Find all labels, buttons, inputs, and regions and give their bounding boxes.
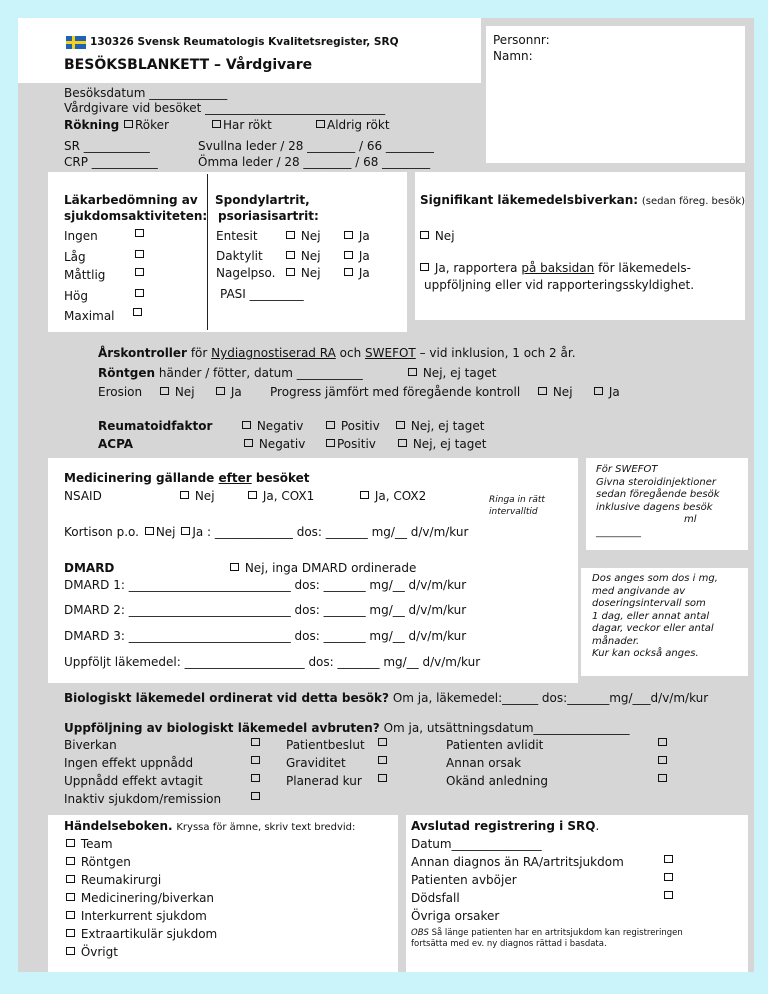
checkbox-icon[interactable] [66,947,75,955]
checkbox-icon[interactable] [344,268,353,276]
checkbox-icon[interactable] [66,875,75,883]
adverse-nej-option[interactable]: Nej [418,228,455,244]
nsaid-label: NSAID [64,489,102,503]
smoking-option-roker[interactable]: Röker [122,117,169,133]
stop-reason-label: Biverkan [64,738,117,752]
checkbox-icon[interactable] [251,774,260,782]
checkbox-icon[interactable] [658,756,667,764]
stop-reason-label: Patientbeslut [286,738,365,752]
checkbox-icon[interactable] [180,491,189,499]
spa-ja-option[interactable]: Ja [342,228,370,244]
smoking-option-har-rokt[interactable]: Har rökt [210,117,272,133]
personnr-label[interactable]: Personnr: [493,33,550,47]
erosion-label: Erosion [98,385,143,399]
checkbox-icon[interactable] [420,231,429,239]
checkbox-icon[interactable] [360,491,369,499]
swedish-flag-icon [66,34,86,47]
checkbox-icon[interactable] [66,893,75,901]
checkbox-icon[interactable] [135,250,144,258]
activity-option: Ingen [64,229,98,243]
acpa-negativ-option[interactable]: Negativ [242,436,305,452]
checkbox-icon[interactable] [66,857,75,865]
stop-reason-label: Ingen effekt uppnådd [64,756,194,770]
checkbox-icon[interactable] [135,268,144,276]
interval-hint-2: intervalltid [489,507,538,517]
visit-date-field[interactable]: Besöksdatum _____________ [64,86,228,100]
event-log-item[interactable]: Team [64,836,113,852]
adverse-effect-title: Signifikant läkemedelsbiverkan: (sedan föreg. besök) [420,193,746,207]
nsaid-nej-option[interactable]: Nej [178,488,215,504]
checkbox-icon[interactable] [216,387,225,395]
spa-ja-option[interactable]: Ja [342,248,370,264]
activity-option: Maximal [64,309,115,323]
swollen-joints-field[interactable]: Svullna leder / 28 ________ / 66 ________ [198,139,434,153]
smoking-label: Rökning [64,118,120,132]
checkbox-icon[interactable] [66,929,75,937]
checkbox-icon[interactable] [251,792,260,800]
checkbox-icon[interactable] [66,839,75,847]
checkbox-icon[interactable] [326,421,335,429]
checkbox-icon[interactable] [124,120,133,128]
medication-title: Medicinering gällande efter besöket [64,471,310,485]
checkbox-icon[interactable] [664,855,673,863]
rheumatoid-factor-label: Reumatoidfaktor [98,419,213,433]
end-registration-title: Avslutad registrering i SRQ. [411,819,600,833]
cortisone-field[interactable]: Kortison p.o. Nej Ja : _____________ dos: _______ mg/__ d/v/m/kur [64,525,469,539]
event-log-item[interactable]: Övrigt [64,944,118,960]
pasi-field[interactable]: PASI _________ [220,287,304,301]
checkbox-icon[interactable] [658,738,667,746]
checkbox-icon[interactable] [378,774,387,782]
dmard-title: DMARD [64,561,115,575]
progress-label: Progress jämfört med föregående kontroll [270,385,521,399]
spondylarthritis-title-2: psoriasisartrit: [218,209,319,223]
checkbox-icon[interactable] [420,263,429,271]
checkbox-icon[interactable] [316,120,325,128]
checkbox-icon[interactable] [286,268,295,276]
stop-reason-label: Inaktiv sjukdom/remission [64,792,222,806]
checkbox-icon[interactable] [133,308,142,316]
spa-ja-option[interactable]: Ja [342,265,370,281]
checkbox-icon[interactable] [396,421,405,429]
spa-row-label: Nagelpso. [216,266,276,280]
smoking-option-aldrig-rokt[interactable]: Aldrig rökt [314,117,390,133]
interval-hint: Ringa in rätt [489,495,545,505]
namn-label[interactable]: Namn: [493,49,533,63]
checkbox-icon[interactable] [212,120,221,128]
checkbox-icon[interactable] [664,891,673,899]
checkbox-icon[interactable] [286,231,295,239]
checkbox-icon[interactable] [326,439,335,447]
activity-option: Låg [64,250,86,264]
stop-reason-label: Okänd anledning [446,774,549,788]
adverse-ja-line2: uppföljning eller vid rapporteringsskyldighet. [424,278,695,292]
checkbox-icon[interactable] [251,738,260,746]
spondylarthritis-title: Spondylartrit, [215,193,310,207]
tender-joints-field[interactable]: Ömma leder / 28 ________ / 68 ________ [198,155,431,169]
erosion-nej-option[interactable]: Nej [158,384,195,400]
followed-drug-field[interactable]: Uppföljt läkemedel: ____________________ dos: _______ mg/__ d/v/m/kur [64,655,481,669]
acpa-label: ACPA [98,437,134,451]
physician-assessment-title-2: sjukdomsaktiviteten: [64,209,208,223]
activity-option: Måttlig [64,268,106,282]
end-reason-label: Dödsfall [411,891,460,905]
sr-field[interactable]: SR ___________ [64,139,150,153]
obs-note: OBS Så länge patienten har en artritsjukdom kan registreringen [411,928,683,938]
rf-negativ-option[interactable]: Negativ [240,418,303,434]
rf-positiv-option[interactable]: Positiv [324,418,380,434]
checkbox-icon[interactable] [408,368,417,376]
end-date-field[interactable]: Datum_______________ [411,837,542,851]
adverse-ja-option[interactable]: Ja, rapportera på baksidan för läkemedels- [418,260,691,276]
checkbox-icon[interactable] [242,421,251,429]
xray-not-taken-option[interactable]: Nej, ej taget [406,365,496,381]
checkbox-icon[interactable] [248,491,257,499]
spa-nej-option[interactable]: Nej [284,265,321,281]
nsaid-cox2-option[interactable]: Ja, COX2 [358,488,426,504]
checkbox-icon[interactable] [398,439,407,447]
event-log-title: Händelseboken. Kryssa för ämne, skriv text bredvid: [64,819,356,833]
checkbox-icon[interactable] [244,439,253,447]
stop-reason-label: Patienten avlidit [446,738,544,752]
event-log-item[interactable]: Medicinering/biverkan [64,890,214,906]
caregiver-field[interactable]: Vårdgivare vid besöket ______________________________ [64,101,386,115]
spa-row-label: Entesit [216,229,258,243]
other-reasons-label: Övriga orsaker [411,909,500,923]
register-name: 130326 Svensk Reumatologis Kvalitetsregister, SRQ [90,36,399,48]
erosion-ja-option[interactable]: Ja [214,384,242,400]
stop-reason-label: Planerad kur [286,774,362,788]
checkbox-icon[interactable] [145,527,154,535]
activity-option: Hög [64,289,88,303]
swefot-note: För SWEFOT Givna steroidinjektioner sedan föregående besök inklusive dagens besök ml _________ [596,464,720,538]
event-log-item[interactable]: Reumakirurgi [64,872,161,888]
end-reason-label: Annan diagnos än RA/artritsjukdom [411,855,624,869]
checkbox-icon[interactable] [66,911,75,919]
spa-row-label: Daktylit [216,249,263,263]
column-divider [207,174,208,330]
checkbox-icon[interactable] [594,387,603,395]
dmard2-field[interactable]: DMARD 2: ___________________________ dos: _______ mg/__ d/v/m/kur [64,603,467,617]
form-page [18,18,754,972]
end-reason-label: Patienten avböjer [411,873,517,887]
checkbox-icon[interactable] [344,231,353,239]
checkbox-icon[interactable] [160,387,169,395]
checkbox-icon[interactable] [251,756,260,764]
checkbox-icon[interactable] [181,527,190,535]
event-log-item[interactable]: Extraartikulär sjukdom [64,926,217,942]
stop-reason-label: Graviditet [286,756,346,770]
crp-field[interactable]: CRP ___________ [64,155,158,169]
checkbox-icon[interactable] [378,756,387,764]
spa-nej-option[interactable]: Nej [284,248,321,264]
checkbox-icon[interactable] [230,563,239,571]
checkbox-icon[interactable] [378,738,387,746]
progress-nej-option[interactable]: Nej [536,384,573,400]
checkbox-icon[interactable] [286,251,295,259]
xray-field[interactable]: Röntgen händer / fötter, datum ___________ [98,366,363,380]
biological-stopped-field[interactable]: Uppföljning av biologiskt läkemedel avbruten? Om ja, utsättningsdatum________________ [64,721,630,735]
biological-drug-field[interactable]: Biologiskt läkemedel ordinerat vid detta besök? Om ja, läkemedel:______ dos:_______mg/___d/v/m/kur [64,691,709,705]
rf-not-taken-option[interactable]: Nej, ej taget [394,418,484,434]
physician-assessment-title: Läkarbedömning av [64,193,198,207]
obs-note-2: fortsätta med ev. ny diagnos rättad i basdata. [411,939,607,949]
event-log-item[interactable]: Interkurrent sjukdom [64,908,207,924]
checkbox-icon[interactable] [538,387,547,395]
stop-reason-label: Uppnådd effekt avtagit [64,774,203,788]
acpa-positiv-option[interactable]: Positiv [324,436,376,452]
dmard1-field[interactable]: DMARD 1: ___________________________ dos: _______ mg/__ d/v/m/kur [64,578,467,592]
checkbox-icon[interactable] [664,873,673,881]
dmard3-field[interactable]: DMARD 3: ___________________________ dos: _______ mg/__ d/v/m/kur [64,629,467,643]
checkbox-icon[interactable] [135,229,144,237]
checkbox-icon[interactable] [344,251,353,259]
dose-note: Dos anges som dos i mg, med angivande av doseringsintervall som 1 dag, eller annat antal dagar, veckor eller antal månader. Kur kan också anges. [592,573,718,659]
progress-ja-option[interactable]: Ja [592,384,620,400]
spa-nej-option[interactable]: Nej [284,228,321,244]
annual-controls-title: Årskontroller för Nydiagnostiserad RA och SWEFOT – vid inklusion, 1 och 2 år. [98,346,576,360]
nsaid-cox1-option[interactable]: Ja, COX1 [246,488,314,504]
stop-reason-label: Annan orsak [446,756,522,770]
dmard-none-option[interactable]: Nej, inga DMARD ordinerade [228,560,416,576]
checkbox-icon[interactable] [135,289,144,297]
form-title: BESÖKSBLANKETT – Vårdgivare [64,57,313,73]
acpa-not-taken-option[interactable]: Nej, ej taget [396,436,486,452]
checkbox-icon[interactable] [658,774,667,782]
event-log-item[interactable]: Röntgen [64,854,131,870]
